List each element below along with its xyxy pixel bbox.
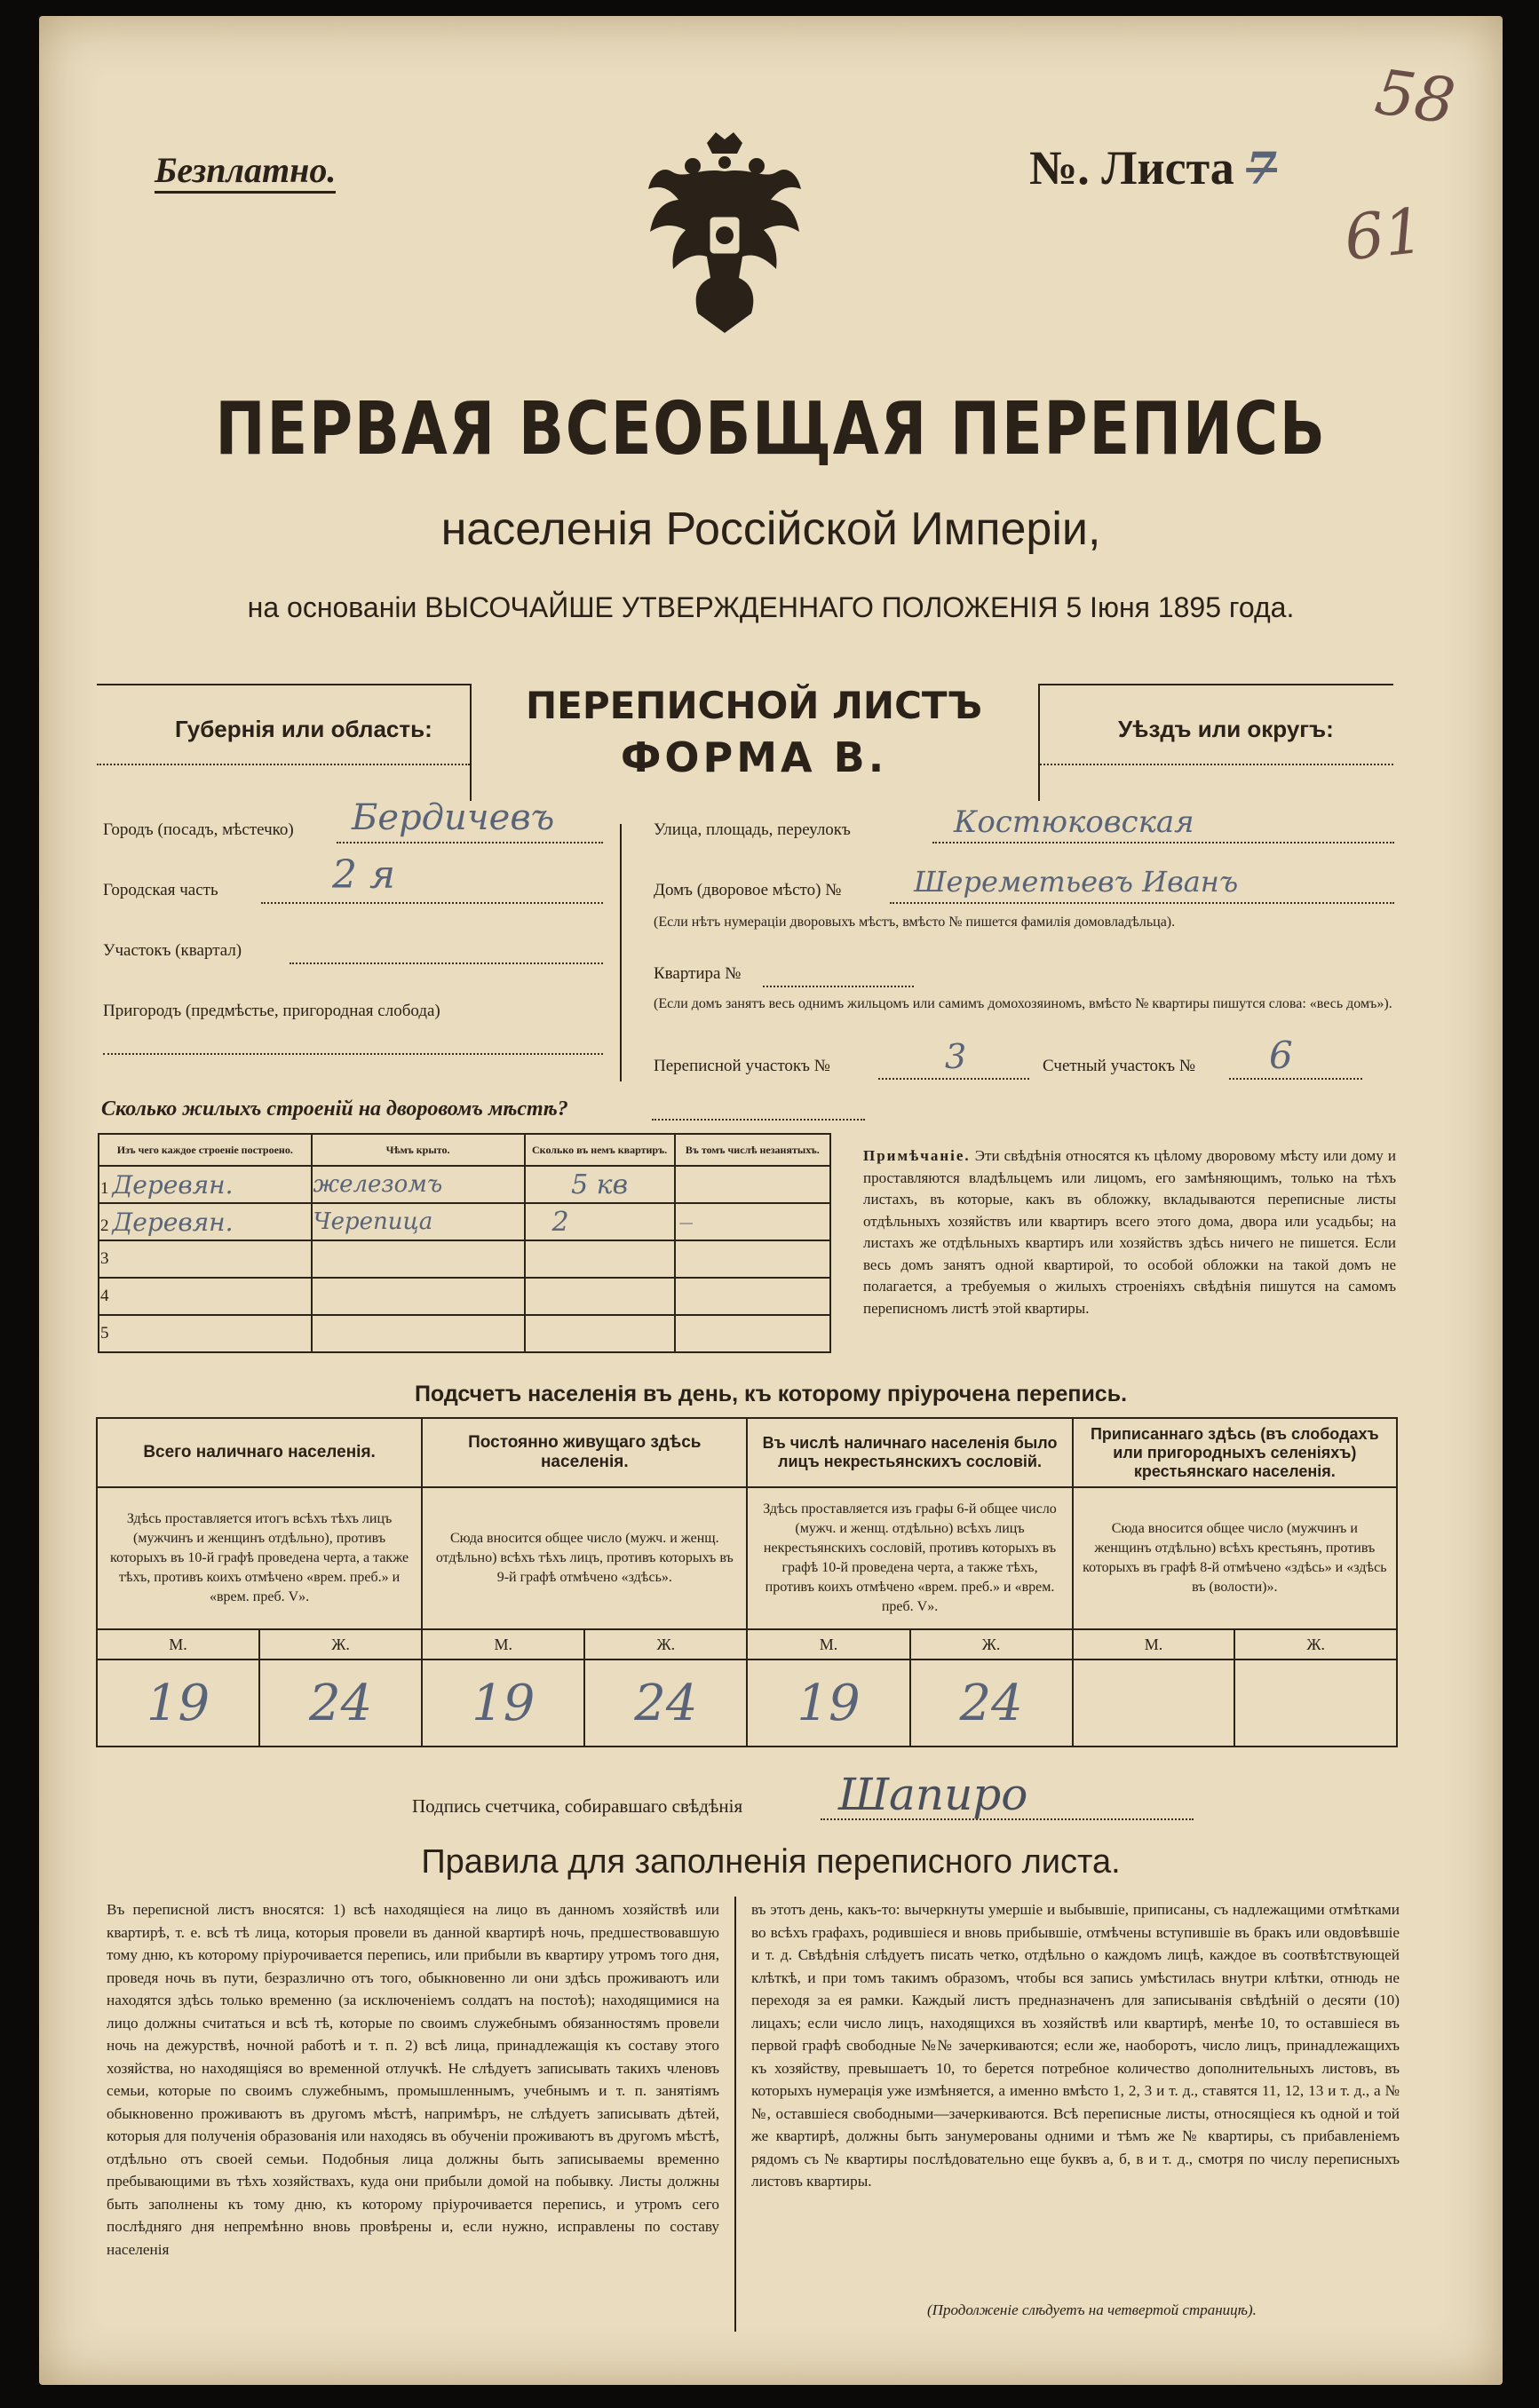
signature-label: Подпись счетчика, собиравшаго свѣдѣнія xyxy=(412,1795,743,1817)
count-head-peasant: Приписаннаго здѣсь (въ слободахъ или пригородныхъ селеніяхъ) крестьянскаго населенія. xyxy=(1073,1418,1397,1487)
vacant-cell: — xyxy=(675,1203,830,1240)
city-label: Городъ (посадъ, мѣстечко) xyxy=(103,820,294,839)
table-row xyxy=(99,1315,830,1352)
city-part-line xyxy=(261,902,603,904)
double-headed-eagle-icon xyxy=(636,127,813,340)
count-values-row xyxy=(97,1659,1397,1747)
rules-left-column: Въ переписной листъ вносятся: 1) всѣ находящіеся на лицо въ данномъ хозяйствѣ или квартирѣ, т. е. всѣ тѣ лица, которыя провели въ данной квартирѣ ночь, предшествовавшую тому дню, къ которому пріурочивается перепись, или прибыли въ квартиру утромъ того дня, проведя ночь въ пути, безразлично отъ того, обыкновенно ли они здѣсь проживаютъ или находятся здѣсь только временно (за исключеніемъ солдатъ на постоѣ); находящимися на лицо должны считаться и всѣ тѣ, которые по своимъ служебнымъ обязанностямъ провели ночь на дежурствѣ, ночной работѣ и т. п. 2) всѣ лица, принадлежащія къ составу этого хозяйства, но находящіяся во временной отлучкѣ. Не слѣдуетъ записывать такихъ членовъ семьи, которые по своимъ служебнымъ, промышленнымъ, учебнымъ и т. п. занятіямъ обыкновенно проживаютъ въ другомъ мѣстѣ, напримѣръ, не слѣдуетъ записывать дѣтей, которыя для полученія образованія или находясь въ обученіи проживаютъ въ другомъ мѣстѣ, отдѣльно отъ своей семьи. Подобныя лица должны быть записываемы временно пребывающими въ тѣхъ хозяйствахъ, куда они прибыли домой на побывку. Листы должны быть заполнены къ тому дню, къ которому пріурочивается перепись, и утромъ сего послѣдняго дня непремѣнно вновь провѣрены и, если нужно, исправлены по составу населенія xyxy=(107,1901,719,2258)
permanent-female-value: 24 xyxy=(584,1659,747,1747)
count-desc-row xyxy=(97,1487,1397,1629)
apartment-line xyxy=(763,986,914,987)
street-value: Костюковская xyxy=(954,804,1194,840)
sheet-number-value: 7 xyxy=(1246,142,1278,194)
count-section-line xyxy=(1229,1078,1362,1080)
row-number: 1 xyxy=(100,1178,109,1198)
house-note: (Если нѣтъ нумераціи дворовыхъ мѣстъ, вмѣсто № пишется фамилія домовладѣльца). xyxy=(654,915,1176,930)
note-text: Эти свѣдѣнія относятся къ цѣлому дворовому мѣсту или дому и проставляются владѣльцемъ или лицомъ, его замѣняющимъ, только на тѣхъ листахъ, въ которые, какъ въ обложку, вкладываются переписные листы отдѣльныхъ хозяйствъ или квартиръ всего этого дома, двора или усадьбы; на листахъ же отдѣльныхъ квартиръ или хозяйствъ здѣсь ничего не пишется. Если весь домъ занятъ одной квартирой, то особой обложки на такой домъ не полагается, а требуемыя о жилыхъ строеніяхъ свѣдѣнія пишутся на самомъ переписномъ листѣ этой квартиры. xyxy=(863,1147,1396,1317)
census-section-value: 3 xyxy=(945,1037,967,1076)
divider xyxy=(97,684,470,687)
nonpeasant-male-value: 19 xyxy=(747,1659,909,1747)
vacant-cell xyxy=(675,1240,830,1278)
divider xyxy=(1038,684,1040,801)
city-value: Бердичевъ xyxy=(352,797,555,838)
buildings-question: Сколько жилыхъ строеній на дворовомъ мѣстѣ? xyxy=(101,1097,568,1121)
row-number: 2 xyxy=(100,1216,109,1235)
roof-cell xyxy=(312,1240,525,1278)
apartments-cell: 2 xyxy=(525,1203,675,1240)
county-label: Уѣздъ или округъ: xyxy=(1118,716,1334,742)
table-row xyxy=(99,1240,830,1278)
m-label: М. xyxy=(97,1629,259,1659)
table-row xyxy=(99,1203,830,1240)
header-apartments: Сколько въ немъ квартиръ. xyxy=(525,1134,675,1166)
f-label: Ж. xyxy=(584,1629,747,1659)
count-section-label: Счетный участокъ № xyxy=(1043,1057,1195,1075)
form-title: ПЕРЕПИСНОЙ ЛИСТЪ xyxy=(525,684,983,727)
permanent-male-value: 19 xyxy=(422,1659,584,1747)
count-desc-total: Здѣсь проставляется итогъ всѣхъ тѣхъ лицъ (мужчинъ и женщинъ отдѣльно), противъ которыхъ въ 10-й графѣ проведена черта, а также тѣхъ, противъ коихъ отмѣчено «врем. преб.» и «врем. преб. V». xyxy=(97,1487,422,1629)
census-section-line xyxy=(878,1078,1029,1080)
buildings-question-line xyxy=(652,1119,865,1121)
rules-right-column: въ этотъ день, какъ-то: вычеркнуты умершіе и выбывшіе, приписаны, съ надлежащими отмѣтками во всѣхъ графахъ, родившіеся и вновь прибывшіе, отмѣчены вступившіе въ бракъ или овдовѣвшіе и т. д. Свѣдѣнія слѣдуетъ писать четко, отдѣльно о каждомъ лицѣ, каждое въ соотвѣтствующей клѣткѣ, и при томъ такимъ образомъ, чтобы вся запись умѣстилась внутри клѣтки, отнюдь не переходя за ея рамки. Каждый листъ предназначенъ для записыванія свѣдѣній о десяти (10) лицахъ; если число лицъ, находящихся въ хозяйствѣ или квартирѣ, менѣе 10, то оставшіеся въ первой графѣ свободные №№ зачеркиваются; если же, наоборотъ, число лицъ, принадлежащихъ къ хозяйству, превышаетъ 10, то берется потребное количество дополнительныхъ листовъ, въ которыхъ нумерація уже измѣняется, а именно вмѣсто 1, 2, 3 и т. д., ставятся 11, 12, 13 и т. д., а №№, оставшіеся свободными—зачеркиваются. Всѣ переписные листы, относящіеся къ одной и той же квартирѣ, должны быть занумерованы одними и тѣмъ же № квартиры, съ прибавленіемъ рядомъ съ № квартиры послѣдовательно еще буквъ а, б, в и т. д., смотря по числу переписныхъ листовъ квартиры. xyxy=(751,1901,1400,2190)
count-head-row xyxy=(97,1418,1397,1487)
peasant-female-value xyxy=(1234,1659,1397,1747)
m-label: М. xyxy=(1073,1629,1235,1659)
table-row xyxy=(99,1278,830,1315)
count-sex-row xyxy=(97,1629,1397,1659)
sheet-number-label-text: №. Листа xyxy=(1029,141,1234,194)
rules-continued: (Продолженіе слѣдуетъ на четвертой страницѣ). xyxy=(927,2301,1257,2318)
material-cell xyxy=(99,1203,312,1240)
district-line xyxy=(290,962,603,964)
material-cell: 4 xyxy=(99,1278,312,1315)
house-value: Шереметьевъ Иванъ xyxy=(914,865,1239,899)
material-cell: 5 xyxy=(99,1315,312,1352)
divider xyxy=(470,684,472,801)
m-label: М. xyxy=(422,1629,584,1659)
archive-number-2: 61 xyxy=(1340,194,1428,275)
count-table xyxy=(96,1417,1398,1747)
material-cell xyxy=(99,1166,312,1203)
province-label: Губернія или область: xyxy=(175,716,432,742)
district-label: Участокъ (квартал) xyxy=(103,941,242,960)
main-title: ПЕРВАЯ ВСЕОБЩАЯ ПЕРЕПИСЬ xyxy=(215,387,1327,471)
suburb-line xyxy=(103,1053,603,1055)
count-head-permanent: Постоянно живущаго здѣсь населенія. xyxy=(422,1418,747,1487)
count-section-value: 6 xyxy=(1269,1034,1293,1077)
buildings-header-row xyxy=(99,1134,830,1166)
form-header-band xyxy=(97,684,1393,801)
subtitle: населенія Россійской Имперіи, xyxy=(440,503,1101,555)
free-label: Безплатно. xyxy=(155,149,336,194)
header-material: Изъ чего каждое строеніе построено. xyxy=(99,1134,312,1166)
header-roof: Чѣмъ крыто. xyxy=(312,1134,525,1166)
apartments-cell xyxy=(525,1278,675,1315)
sheet-number-label xyxy=(1029,140,1277,195)
count-head-total: Всего наличнаго населенія. xyxy=(97,1418,422,1487)
material-cell: 3 xyxy=(99,1240,312,1278)
census-section-label: Переписной участокъ № xyxy=(654,1057,830,1075)
divider xyxy=(1040,684,1393,685)
count-head-nonpeasant: Въ числѣ наличнаго населенія было лицъ некрестьянскихъ сословій. xyxy=(747,1418,1072,1487)
rules-title: Правила для заполненія переписного листа. xyxy=(421,1843,1121,1881)
count-desc-peasant: Сюда вносится общее число (мужчинъ и женщинъ отдѣльно) всѣхъ крестьянъ, противъ которыхъ въ графѣ 8-й отмѣчено «здѣсь» и «здѣсь въ (волости)». xyxy=(1073,1487,1397,1629)
divider xyxy=(620,824,622,1081)
apartments-cell: 5 кв xyxy=(525,1166,675,1203)
note-title: Примѣчаніе. xyxy=(863,1147,971,1164)
table-row xyxy=(99,1166,830,1203)
city-part-label: Городская часть xyxy=(103,881,218,899)
basis-line: на основаніи ВЫСОЧАЙШЕ УТВЕРЖДЕННАГО ПОЛОЖЕНІЯ 5 Іюня 1895 года. xyxy=(247,591,1295,623)
f-label: Ж. xyxy=(259,1629,422,1659)
counter-signature: Шапиро xyxy=(838,1769,1028,1820)
apartment-label: Квартира № xyxy=(654,964,742,983)
total-male-value: 19 xyxy=(97,1659,259,1747)
f-label: Ж. xyxy=(1234,1629,1397,1659)
form-code: ФОРМА В. xyxy=(620,733,888,781)
buildings-table xyxy=(98,1133,831,1353)
vacant-cell xyxy=(675,1166,830,1203)
count-desc-permanent: Сюда вносится общее число (мужч. и женщ. отдѣльно) всѣхъ тѣхъ лицъ, противъ которыхъ въ 9-й графѣ отмѣчено «здѣсь». xyxy=(422,1487,747,1629)
total-female-value: 24 xyxy=(259,1659,422,1747)
peasant-male-value xyxy=(1073,1659,1235,1747)
nonpeasant-female-value: 24 xyxy=(910,1659,1073,1747)
vacant-cell xyxy=(675,1315,830,1352)
header-vacant: Въ томъ числѣ незанятыхъ. xyxy=(675,1134,830,1166)
city-part-value: 2 я xyxy=(332,852,396,898)
m-label: М. xyxy=(747,1629,909,1659)
divider xyxy=(734,1897,736,2332)
apartments-cell xyxy=(525,1240,675,1278)
f-label: Ж. xyxy=(910,1629,1073,1659)
buildings-note xyxy=(863,1145,1396,1319)
material-value: Деревян. xyxy=(112,1169,234,1200)
apartment-note: (Если домъ занятъ весь однимъ жильцомъ или самимъ домохозяиномъ, вмѣсто № квартиры пишутся слова: «весь домъ»). xyxy=(654,996,1392,1011)
roof-cell: железомъ xyxy=(312,1166,525,1203)
count-title: Подсчетъ населенія въ день, къ которому пріурочена перепись. xyxy=(414,1382,1128,1406)
count-desc-nonpeasant: Здѣсь проставляется изъ графы 6-й общее число (мужч. и женщ. отдѣльно) всѣхъ лицъ некрестьянскихъ сословій, противъ которыхъ въ графѣ 10-й проведена черта, а также тѣхъ, противъ коихъ отмѣчено «врем. преб.» и «врем. преб. V». xyxy=(747,1487,1072,1629)
province-line xyxy=(97,764,470,765)
vacant-cell xyxy=(675,1278,830,1315)
house-line xyxy=(890,902,1394,904)
census-sheet xyxy=(39,16,1503,2385)
roof-cell: Черепица xyxy=(312,1203,525,1240)
county-line xyxy=(1040,764,1393,765)
apartments-cell xyxy=(525,1315,675,1352)
material-value: Деревян. xyxy=(112,1207,234,1237)
street-label: Улица, площадь, переулокъ xyxy=(654,820,851,839)
street-line xyxy=(932,842,1394,844)
suburb-label: Пригородъ (предмѣстье, пригородная слобода) xyxy=(103,1002,440,1020)
roof-cell xyxy=(312,1315,525,1352)
roof-cell xyxy=(312,1278,525,1315)
house-label: Домъ (дворовое мѣсто) № xyxy=(654,881,842,899)
city-line xyxy=(337,842,603,844)
archive-number-1: 58 xyxy=(1370,55,1460,139)
